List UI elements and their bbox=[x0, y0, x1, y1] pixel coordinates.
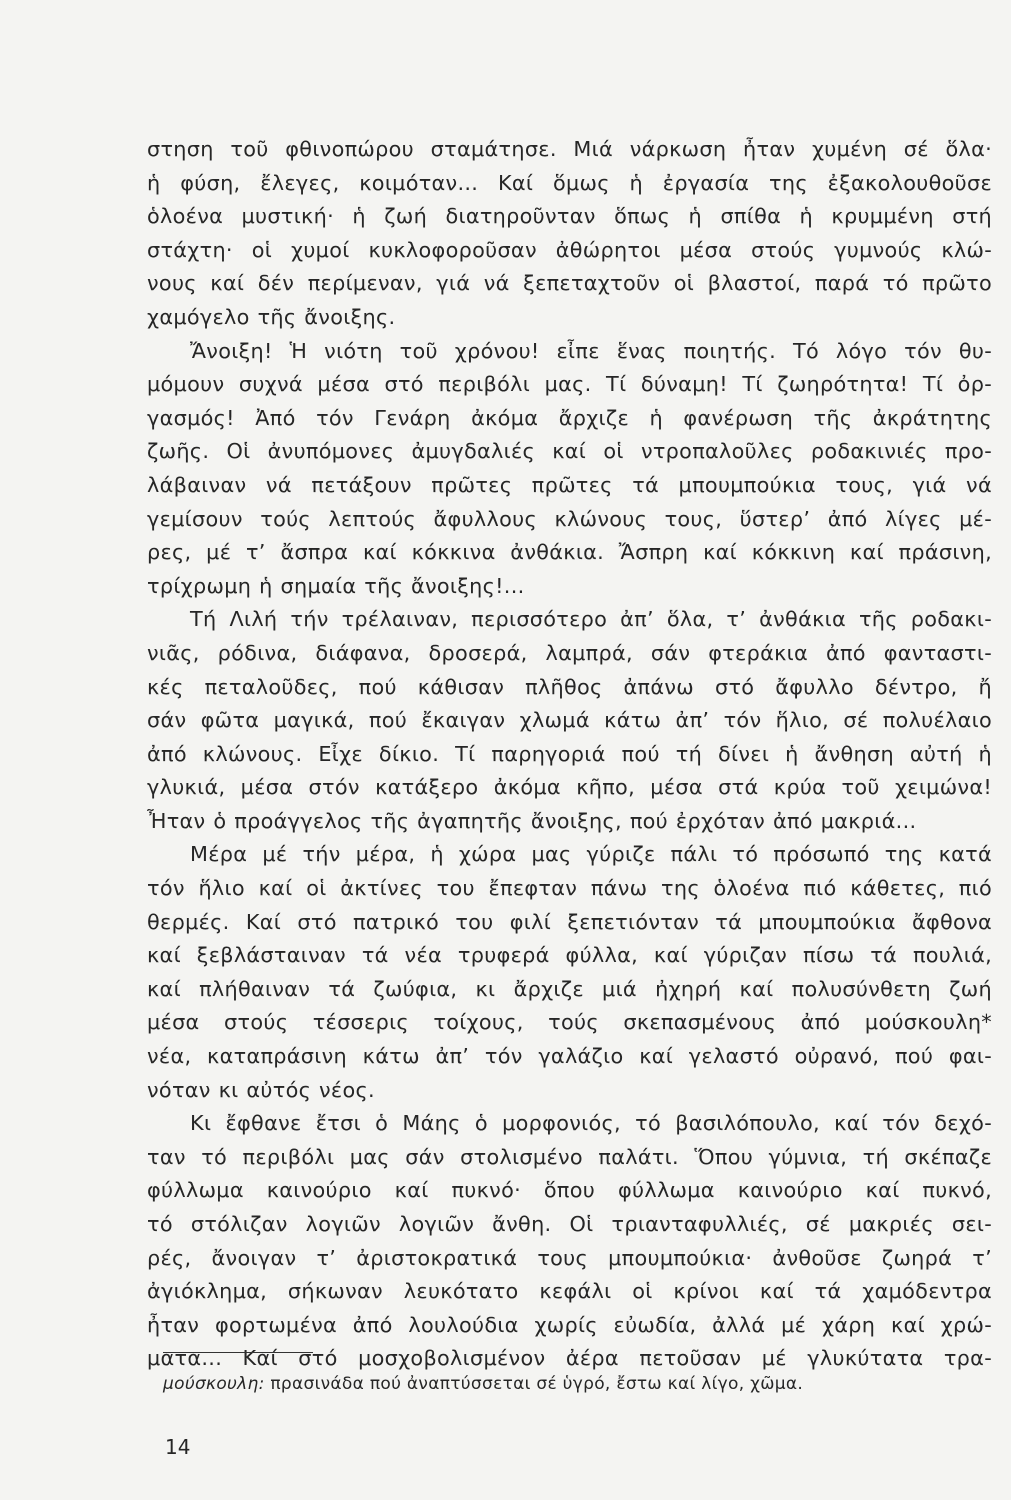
text-line: καί ξεβλάσταιναν τά νέα τρυφερά φύλλα, καί γύριζαν πίσω τά πουλιά, bbox=[147, 943, 992, 968]
footnote-term: μούσκουλη: bbox=[163, 1374, 265, 1394]
text-line: στάχτη· οἱ χυμοί κυκλοφοροῦσαν ἀθώρητοι μέσα στούς γυμνούς κλώ- bbox=[147, 237, 992, 262]
text-line: νους καί δέν περίμεναν, γιά νά ξεπεταχτοῦν οἱ βλαστοί, παρά τό πρῶτο bbox=[147, 271, 992, 296]
text-line: γεμίσουν τούς λεπτούς ἄφυλλους κλώνους τους, ὕστερ’ ἀπό λίγες μέ- bbox=[147, 506, 992, 531]
page-number: 14 bbox=[165, 1435, 191, 1459]
text-line: κές πεταλοῦδες, πού κάθισαν πλῆθος ἀπάνω στό ἄφυλλο δέντρο, ἤ bbox=[147, 674, 992, 699]
text-line: θερμές. Καί στό πατρικό του φιλί ξεπετιόνταν τά μπουμπούκια ἄφθονα bbox=[147, 909, 992, 934]
text-line: ἦταν φορτωμένα ἀπό λουλούδια χωρίς εὐωδία, ἀλλά μέ χάρη καί χρώ- bbox=[147, 1312, 992, 1337]
text-line: τρίχρωμη ἡ σημαία τῆς ἄνοιξης!... bbox=[147, 573, 525, 598]
footnote-definition: πρασινάδα πού ἀναπτύσσεται σέ ὑγρό, ἔστω καί λίγο, χῶμα. bbox=[270, 1374, 804, 1394]
text-line: Τή Λιλή τήν τρέλαιναν, περισσότερο ἀπ’ ὅλα, τ’ ἀνθάκια τῆς ροδακι- bbox=[190, 607, 992, 632]
text-line: ὁλοένα μυστική· ἡ ζωή διατηροῦνταν ὅπως ἡ σπίθα ἡ κρυμμένη στή bbox=[147, 204, 992, 229]
text-line: Ἦταν ὁ προάγγελος τῆς ἀγαπητῆς ἄνοιξης, πού ἐρχόταν ἀπό μακριά... bbox=[147, 808, 917, 833]
footnote-divider bbox=[163, 1352, 313, 1353]
text-line: γασμός! Ἀπό τόν Γενάρη ἀκόμα ἄρχιζε ἡ φανέρωση τῆς ἀκράτητης bbox=[147, 405, 992, 430]
text-line: Ἄνοιξη! Ἡ νιότη τοῦ χρόνου! εἶπε ἕνας ποιητής. Τό λόγο τόν θυ- bbox=[190, 338, 992, 363]
text-line: μέσα στούς τέσσερις τοίχους, τούς σκεπασμένους ἀπό μούσκουλη* bbox=[147, 1010, 992, 1035]
text-line: μόμουν συχνά μέσα στό περιβόλι μας. Τί δύναμη! Τί ζωηρότητα! Τί ὀρ- bbox=[147, 372, 992, 397]
text-line: τόν ἥλιο καί οἱ ἀκτίνες του ἔπεφταν πάνω της ὁλοένα πιό κάθετες, πιό bbox=[147, 876, 992, 901]
body-text bbox=[147, 133, 992, 1376]
text-line: νόταν κι αὐτός νέος. bbox=[147, 1077, 375, 1102]
text-line: καί πλήθαιναν τά ζωύφια, κι ἄρχιζε μιά ἠχηρή καί πολυσύνθετη ζωή bbox=[147, 976, 992, 1001]
footnote bbox=[163, 1374, 803, 1394]
text-line: Μέρα μέ τήν μέρα, ἡ χώρα μας γύριζε πάλι τό πρόσωπό της κατά bbox=[190, 842, 992, 867]
text-line: ρές, ἄνοιγαν τ’ ἀριστοκρατικά τους μπουμπούκια· ἀνθοῦσε ζωηρά τ’ bbox=[147, 1245, 992, 1270]
text-line: χαμόγελο τῆς ἄνοιξης. bbox=[147, 304, 396, 329]
text-line: ἀγιόκλημα, σήκωναν λευκότατο κεφάλι οἱ κρίνοι καί τά χαμόδεντρα bbox=[147, 1279, 992, 1304]
text-line: στηση τοῦ φθινοπώρου σταμάτησε. Μιά νάρκωση ἦταν χυμένη σέ ὅλα· bbox=[147, 137, 992, 161]
text-line: ζωῆς. Οἱ ἀνυπόμονες ἀμυγδαλιές καί οἱ ντροπαλοῦλες ροδακινιές προ- bbox=[147, 439, 992, 464]
text-line: ματα... Καί στό μοσχοβολισμένον ἀέρα πετοῦσαν μέ γλυκύτατα τρα- bbox=[147, 1346, 992, 1371]
text-line: ταν τό περιβόλι μας σάν στολισμένο παλάτι. Ὅπου γύμνια, τή σκέπαζε bbox=[147, 1144, 992, 1169]
text-line: νιᾶς, ρόδινα, διάφανα, δροσερά, λαμπρά, σάν φτεράκια ἀπό φανταστι- bbox=[147, 640, 992, 665]
text-line: ἀπό κλώνους. Εἶχε δίκιο. Τί παρηγοριά πού τή δίνει ἡ ἄνθηση αὐτή ἡ bbox=[147, 741, 992, 766]
text-line: λάβαιναν νά πετάξουν πρῶτες πρῶτες τά μπουμπούκια τους, γιά νά bbox=[147, 472, 992, 497]
text-line: ἡ φύση, ἔλεγες, κοιμόταν... Καί ὅμως ἡ ἐργασία της ἐξακολουθοῦσε bbox=[147, 170, 992, 195]
text-line: Κι ἔφθανε ἔτσι ὁ Μάης ὁ μορφονιός, τό βασιλόπουλο, καί τόν δεχό- bbox=[190, 1111, 992, 1136]
text-line: σάν φῶτα μαγικά, πού ἔκαιγαν χλωμά κάτω ἀπ’ τόν ἥλιο, σέ πολυέλαιο bbox=[147, 708, 992, 733]
text-line: ρες, μέ τ’ ἄσπρα καί κόκκινα ἀνθάκια. Ἄσπρη καί κόκκινη καί πράσινη, bbox=[147, 540, 992, 565]
text-line: τό στόλιζαν λογιῶν λογιῶν ἄνθη. Οἱ τριανταφυλλιές, σέ μακριές σει- bbox=[147, 1212, 992, 1236]
text-line: νέα, καταπράσινη κάτω ἀπ’ τόν γαλάζιο καί γελαστό οὐρανό, πού φαι- bbox=[147, 1044, 992, 1069]
text-line: φύλλωμα καινούριο καί πυκνό· ὅπου φύλλωμα καινούριο καί πυκνό, bbox=[147, 1178, 992, 1203]
text-line: γλυκιά, μέσα στόν κατάξερο ἀκόμα κῆπο, μέσα στά κρύα τοῦ χειμώνα! bbox=[147, 775, 992, 800]
